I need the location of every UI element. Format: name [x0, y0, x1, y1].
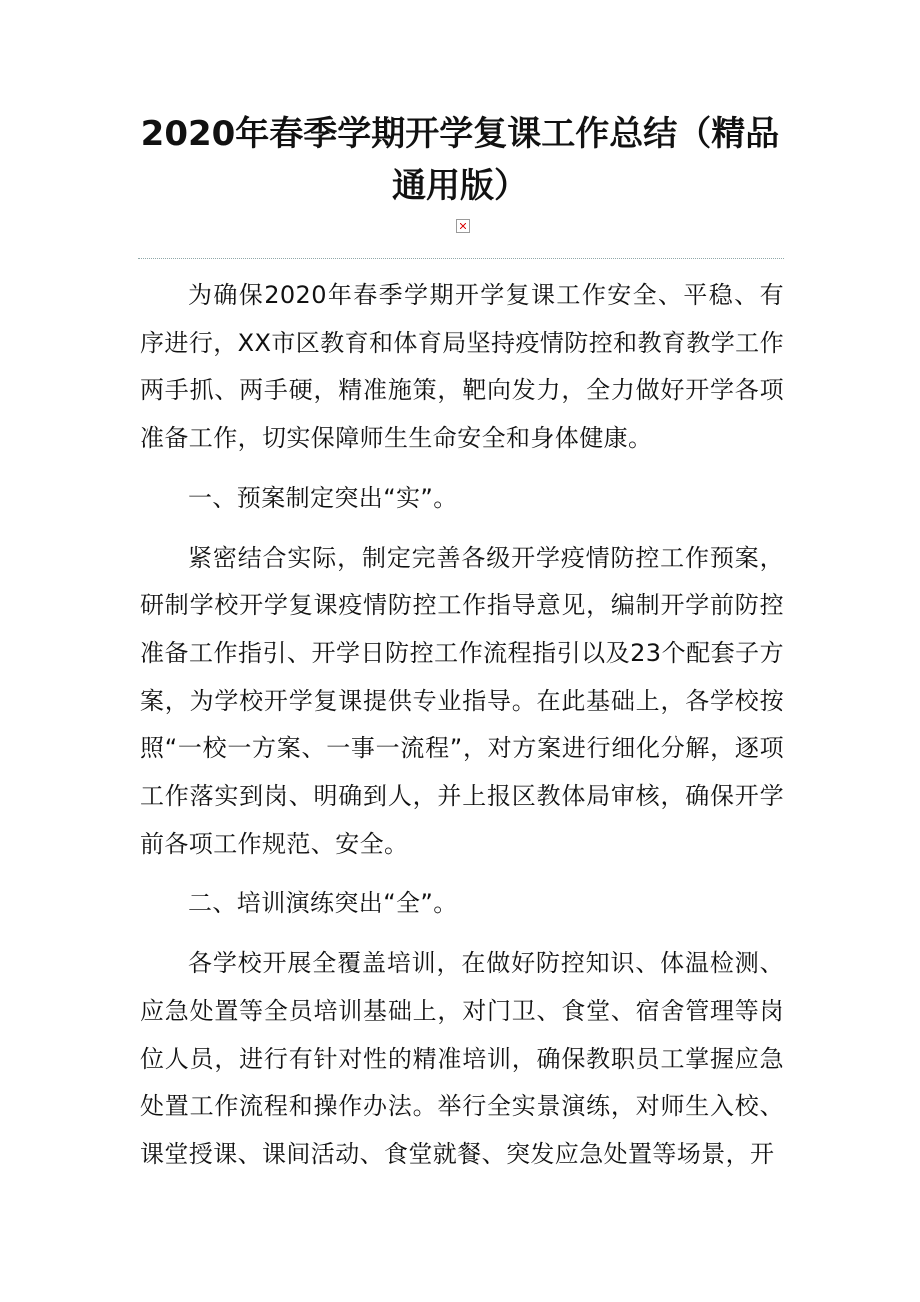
section-2-paragraph: 各学校开展全覆盖培训，在做好防控知识、体温检测、应急处置等全员培训基础上，对门卫、食堂、宿舍管理等岗位人员，进行有针对性的精准培训，确保教职员工掌握应急处置工作流程和操作办法。举行全实景演练，对师生入校、课堂授课、课间活动、食堂就餐、突发应急处置等场景，开 — [140, 949, 784, 1168]
section-heading-1: 一、预案制定突出“实”。 — [188, 483, 458, 512]
section-1-paragraph: 紧密结合实际，制定完善各级开学疫情防控工作预案，研制学校开学复课疫情防控工作指导意见，编制开学前防控准备工作指引、开学日防控工作流程指引以及23个配套子方案，为学校开学复课提供专业指导。在此基础上，各学校按照“一校一方案、一事一流程”，对方案进行细化分解，逐项工作落实到岗、明确到人，并上报区教体局审核，确保开学前各项工作规范、安全。 — [140, 543, 784, 858]
broken-image-icon — [456, 219, 470, 233]
title-divider — [138, 258, 784, 259]
intro-paragraph: 为确保2020年春季学期开学复课工作安全、平稳、有序进行，XX市区教育和体育局坚持疫情防控和教育教学工作两手抓、两手硬，精准施策，靶向发力，全力做好开学各项准备工作，切实保障师生生命安全和身体健康。 — [140, 281, 784, 453]
section-heading-2: 二、培训演练突出“全”。 — [188, 889, 458, 918]
document-body — [140, 272, 784, 1191]
document-title: 2020年春季学期开学复课工作总结（精品通用版） — [140, 114, 780, 206]
